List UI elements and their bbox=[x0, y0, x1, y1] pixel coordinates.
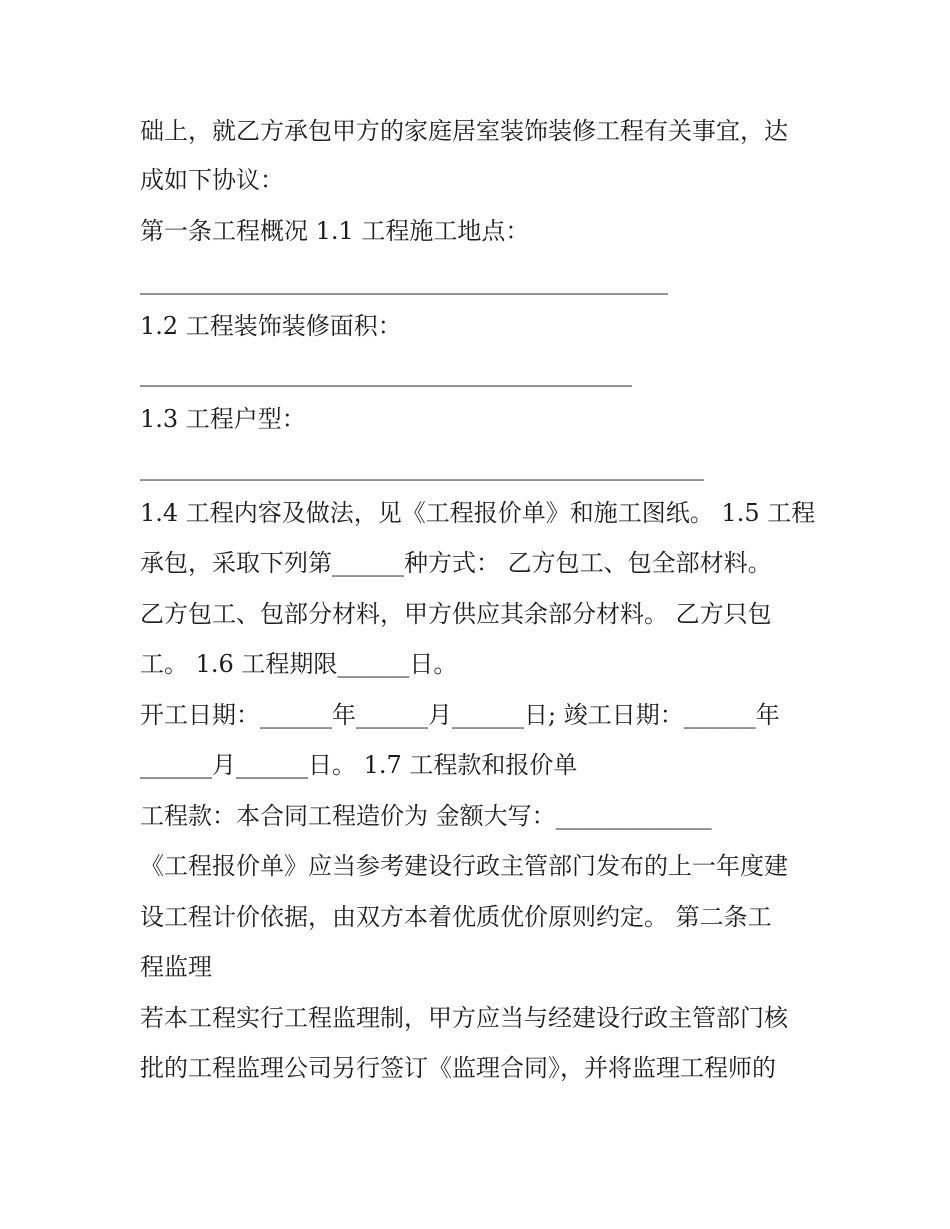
text-line: 设工程计价依据，由双方本着优质优价原则约定。 第二条工 bbox=[140, 903, 772, 931]
text-line: 工。 1.6 工程期限______日。 bbox=[140, 650, 458, 678]
text-line: 1.4 工程内容及做法，见《工程报价单》和施工图纸。 1.5 工程 bbox=[140, 499, 816, 527]
blank-fill-line: ____________________________________________ bbox=[140, 267, 668, 295]
text-line: 础上，就乙方承包甲方的家庭居室装饰装修工程有关事宜，达 bbox=[140, 117, 788, 145]
text-line: 成如下协议： bbox=[140, 166, 284, 194]
blank-fill-line: _______________________________________________ bbox=[140, 453, 704, 481]
text-line: 承包，采取下列第______种方式： 乙方包工、包全部材料。 bbox=[140, 549, 772, 577]
text-line: 若本工程实行工程监理制，甲方应当与经建设行政主管部门核 bbox=[140, 1004, 788, 1032]
blank-fill-line: _________________________________________ bbox=[140, 359, 632, 387]
text-line: 工程款：本合同工程造价为 金额大写：_____________ bbox=[140, 802, 712, 830]
text-line: 第一条工程概况 1.1 工程施工地点： bbox=[140, 217, 530, 245]
text-line: ______月______日。 1.7 工程款和报价单 bbox=[140, 751, 578, 779]
text-line: 程监理 bbox=[140, 953, 212, 981]
text-line: 1.3 工程户型： bbox=[140, 405, 306, 433]
text-line: 开工日期：______年______月______日; 竣工日期：______年 bbox=[140, 701, 780, 729]
text-line: 乙方包工、包部分材料，甲方供应其余部分材料。 乙方只包 bbox=[140, 600, 772, 628]
text-line: 《工程报价单》应当参考建设行政主管部门发布的上一年度建 bbox=[140, 852, 788, 880]
text-line: 1.2 工程装饰装修面积： bbox=[140, 312, 402, 340]
text-line: 批的工程监理公司另行签订《监理合同》，并将监理工程师的 bbox=[140, 1054, 776, 1082]
